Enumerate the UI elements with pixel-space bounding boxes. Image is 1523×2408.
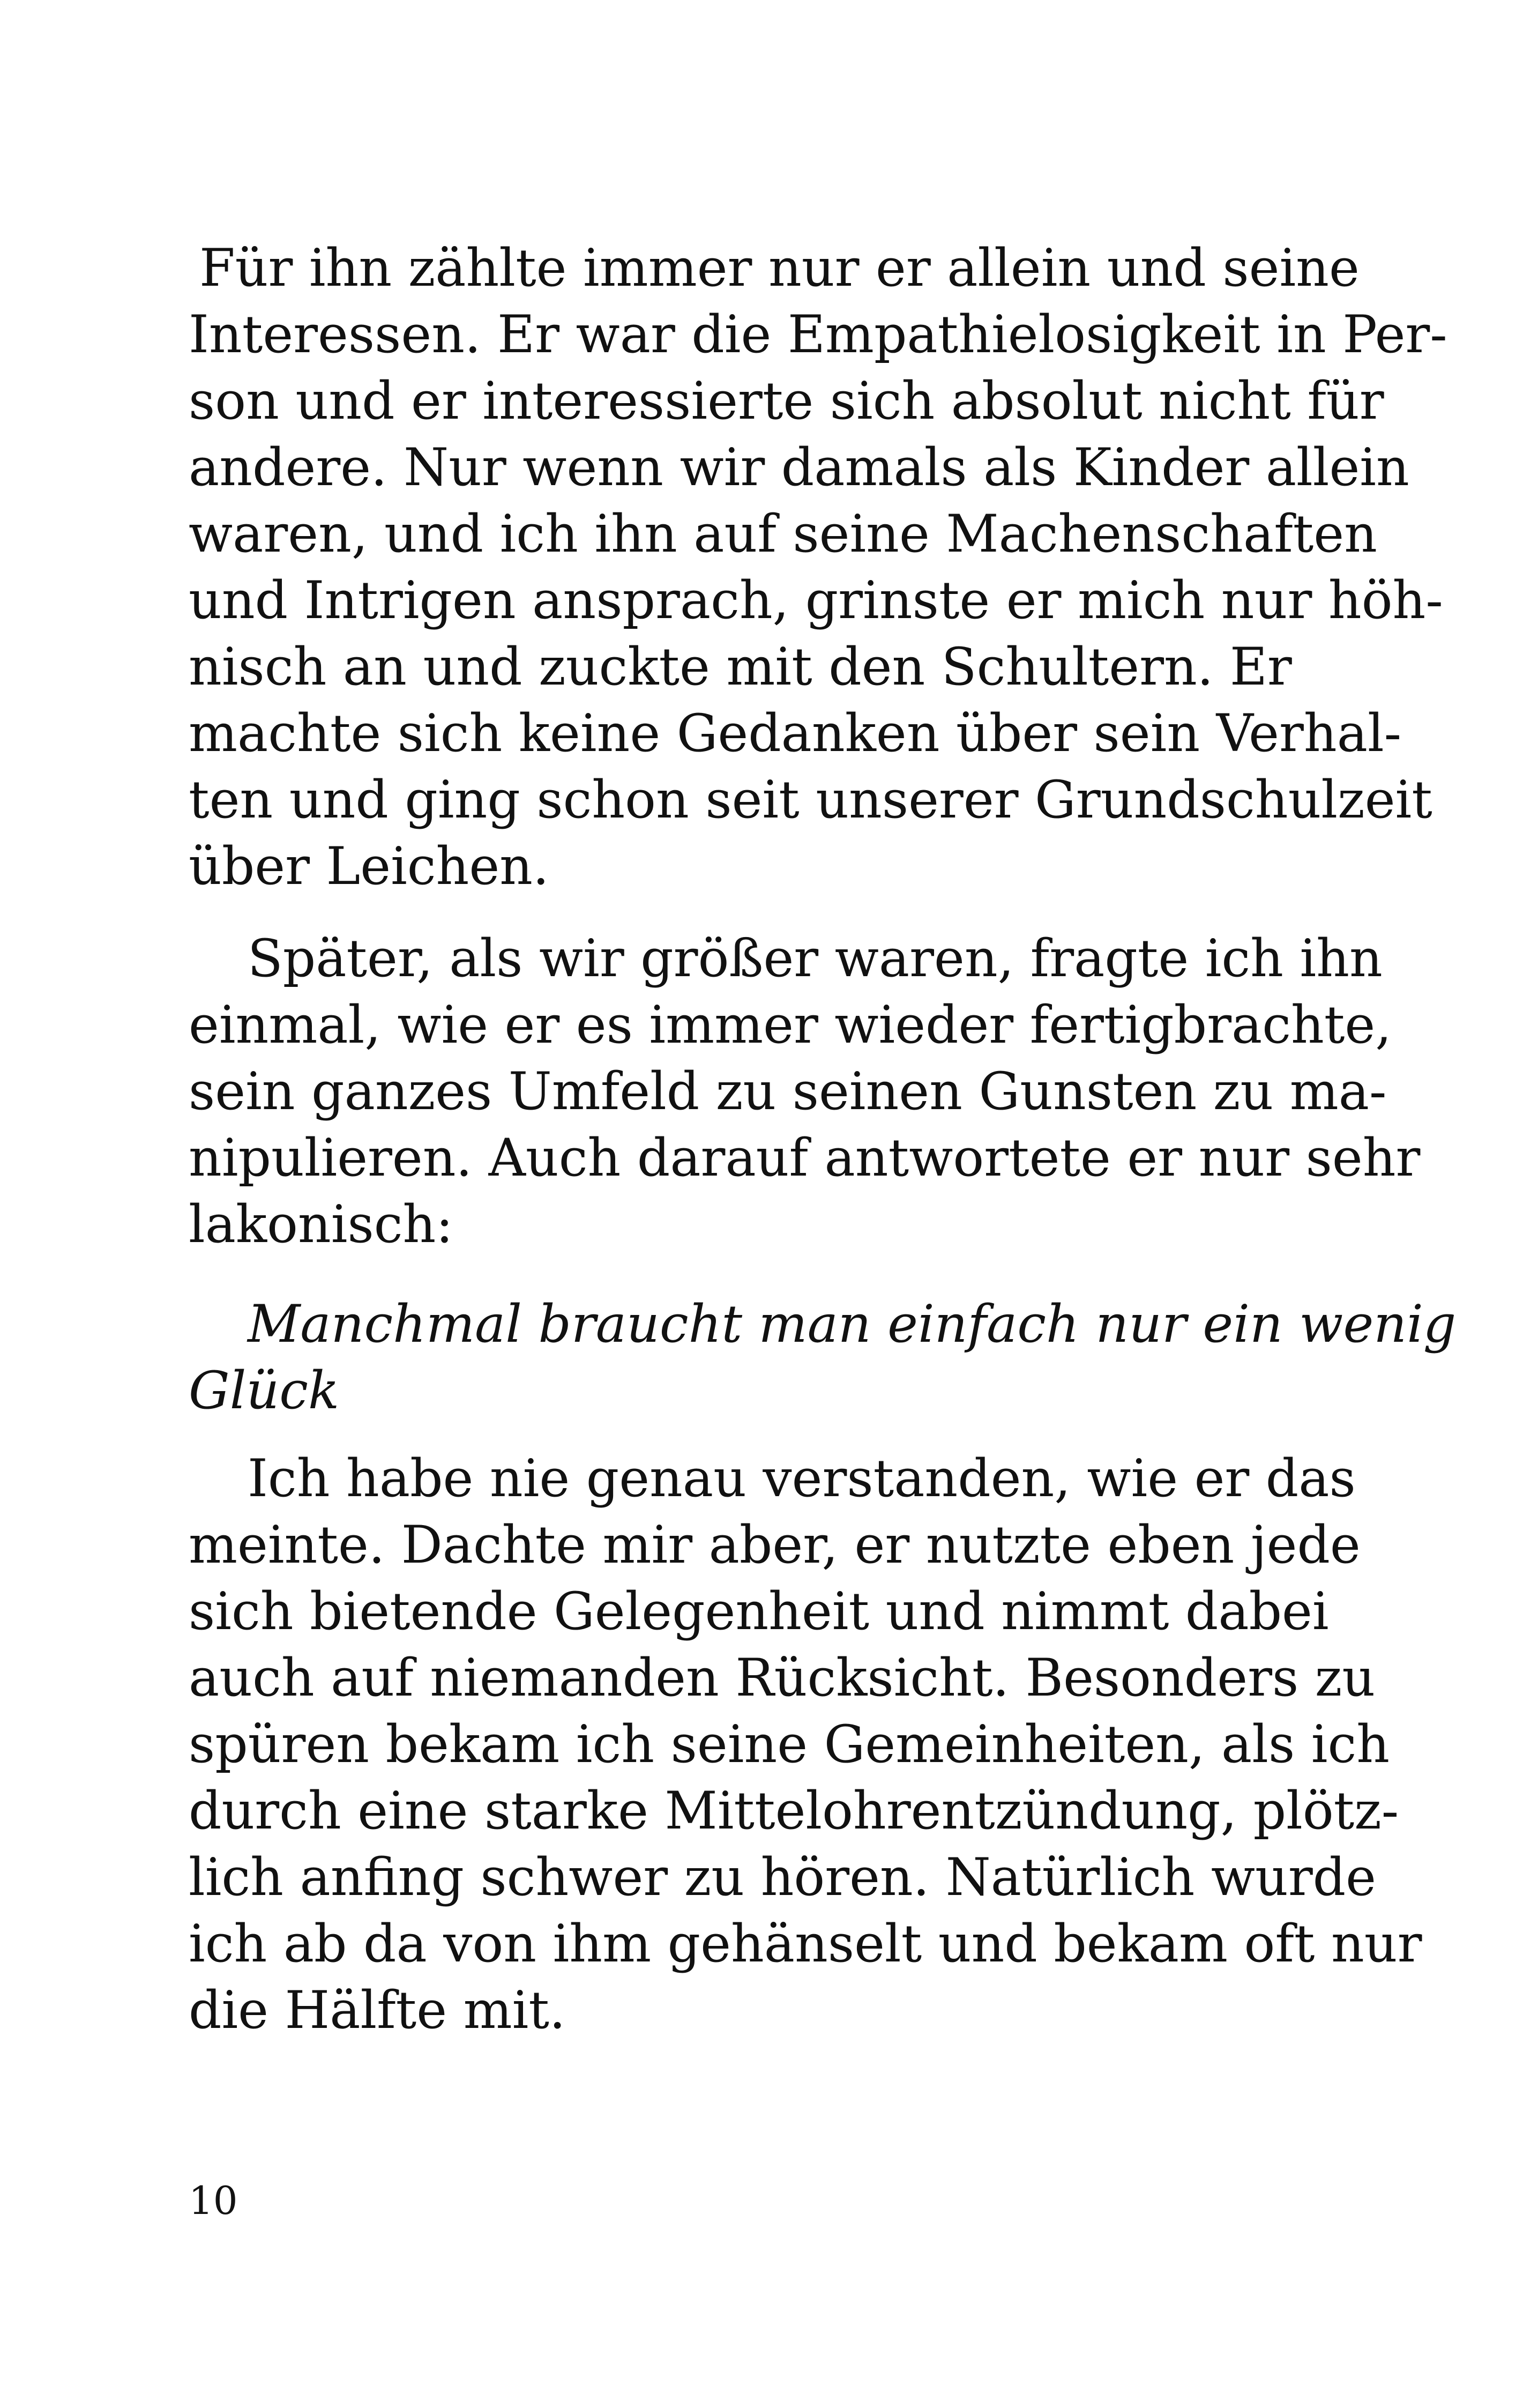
paragraph-line: meinte. Dachte mir aber, er nutzte eben jede xyxy=(189,1515,1361,1575)
paragraph-3-quote xyxy=(189,1291,1457,1424)
paragraph-line: Interessen. Er war die Empathielosigkeit in Per- xyxy=(189,304,1447,365)
paragraph-line: ich ab da von ihm gehänselt und bekam oft nur xyxy=(189,1914,1422,1974)
paragraph-line: son und er interessierte sich absolut nicht für xyxy=(189,371,1384,431)
paragraph-1 xyxy=(189,235,1447,900)
paragraph-line: Manchmal braucht man einfach nur ein wenig xyxy=(248,1294,1457,1354)
paragraph-line: einmal, wie er es immer wieder fertigbrachte, xyxy=(189,995,1392,1055)
paragraph-line: auch auf niemanden Rücksicht. Besonders zu xyxy=(189,1648,1376,1708)
paragraph-line: andere. Nur wenn wir damals als Kinder allein xyxy=(189,437,1409,497)
paragraph-line: Für ihn zählte immer nur er allein und seine xyxy=(199,238,1360,298)
page-number: 10 xyxy=(189,2178,238,2223)
paragraph-line: machte sich keine Gedanken über sein Verhal- xyxy=(189,703,1402,763)
paragraph-4 xyxy=(189,1445,1422,2043)
paragraph-line: lich anfing schwer zu hören. Natürlich wurde xyxy=(189,1847,1376,1907)
paragraph-2 xyxy=(189,925,1421,1258)
paragraph-line: nisch an und zuckte mit den Schultern. Er xyxy=(189,637,1292,697)
paragraph-line: durch eine starke Mittelohrentzündung, plötz- xyxy=(189,1781,1399,1841)
paragraph-line: Glück xyxy=(189,1361,340,1421)
paragraph-line: waren, und ich ihn auf seine Machenschaften xyxy=(189,504,1377,564)
paragraph-line: und Intrigen ansprach, grinste er mich nur höh- xyxy=(189,570,1443,630)
paragraph-line: nipulieren. Auch darauf antwortete er nur sehr xyxy=(189,1128,1421,1188)
paragraph-line: sich bietende Gelegenheit und nimmt dabei xyxy=(189,1581,1329,1641)
paragraph-line: über Leichen. xyxy=(189,836,549,896)
paragraph-line: die Hälfte mit. xyxy=(189,1980,566,2040)
paragraph-line: sein ganzes Umfeld zu seinen Gunsten zu ma- xyxy=(189,1061,1387,1121)
paragraph-line: spüren bekam ich seine Gemeinheiten, als ich xyxy=(189,1714,1390,1774)
paragraph-line: Später, als wir größer waren, fragte ich ihn xyxy=(248,928,1383,989)
paragraph-line: lakonisch: xyxy=(189,1194,453,1254)
paragraph-line: ten und ging schon seit unserer Grundschulzeit xyxy=(189,770,1432,830)
paragraph-line: Ich habe nie genau verstanden, wie er das xyxy=(248,1448,1356,1508)
